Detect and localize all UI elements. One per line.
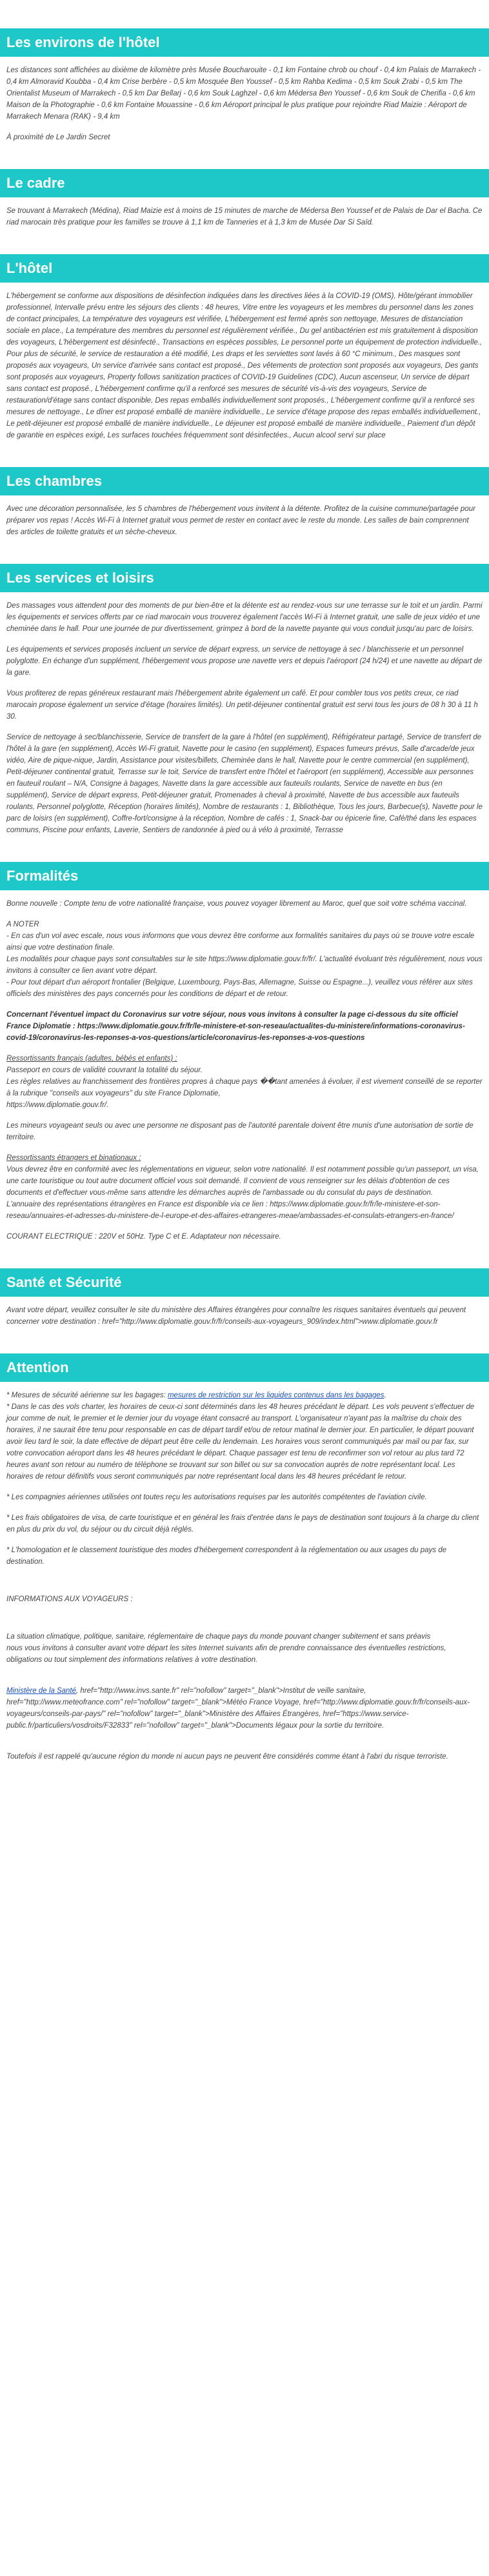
- chambres-text: Avec une décoration personnalisée, les 5 chambres de l'hébergement vous invitent à la détente. Profitez de la cuisine commune/partagée pour préparer vos repas ! Accès Wi-Fi à Internet gratuit vous permet de rester en contact avec le reste du monde. Les salles de bain comprennent des articles de toilette gratuits et un sèche-cheveux.: [6, 505, 475, 536]
- section-environs: [0, 0, 489, 143]
- section-title-services: Les services et loisirs: [0, 564, 489, 592]
- liquids-restriction-link[interactable]: mesures de restriction sur les liquides contenus dans les bagages: [167, 1392, 384, 1399]
- traveller-info-line-1: La situation climatique, politique, sanitaire, réglementaire de chaque pays du monde pouvant changer subitement et sans préavis: [6, 1633, 431, 1641]
- note-line-1: - En cas d'un vol avec escale, nous vous informons que vous devrez être conforme aux formalités sanitaires du pays où se trouve votre escale ainsi que votre destination finale.: [6, 932, 475, 952]
- section-cadre: [0, 169, 489, 228]
- section-chambres: [0, 467, 489, 538]
- traveller-info-line-2: nous vous invitons à consulter avant votre départ les sites Internet suivants afin de prendre connaissance des éventuelles restrictions, obligations ou tout simplement des informations relatives à votre destination.: [6, 1644, 446, 1664]
- luggage-security: [0, 1390, 489, 1401]
- sante-text: Avant votre départ, veuillez consulter le site du ministère des Affaires étrangères pour connaître les risques sanitaires éventuels qui peuvent concerner votre destination : href="http://www.diplomatie.gouv.fr/fr/conseils-aux-voyageurs_909/index.html">www.diplomatie.gouv.fr: [6, 1306, 466, 1326]
- services-list: Service de nettoyage à sec/blanchisserie, Service de transfert de la gare à l'hôtel (en supplément), Réfrigérateur partagé, Service de transfert de l'hôtel à la gare (en supplément), Accès Wi-Fi gratuit, Navette pour le casino (en supplément), Espaces fumeurs prévus, Salle d'arcade/de jeux vidéo, Aire de pique-nique, Jardin, Assistance pour visites/billets, Cheminée dans le hall, Navette pour le centre commercial (en supplément), Petit-déjeuner continental gratuit, Terrasse sur le toit, Service de transfert entre l'hôtel et l'aéroport (en supplément), Accessible aux personnes en fauteuil roulant – N/A, Consigne à bagages, Navette dans la gare accessible aux fauteuils roulants, Service de navette en bus (en supplément), Service de départ express, Petit-déjeuner gratuit, Promenades à cheval à proximité, Navette de bus accessible aux fauteuils roulants, Personnel polyglotte, Réception (horaires limités), Nombre de restaurants : 1, Bibliothèque, Tous les jours, Barbecue(s), Navette pour le parc de loisirs (en supplément), Coffre-fort/consigne à la réception, Nombre de cafés : 1, Snack-bar ou épicerie fine, Café/thé dans les espaces communs, Piscine pour enfants, Laverie, Sentiers de randonnée à pied ou à vélo à proximité, Terrasse: [6, 734, 483, 834]
- note-heading: A NOTER: [6, 921, 39, 928]
- french-nationals-line-1: Passeport en cours de validité couvrant la totalité du séjour.: [6, 1066, 203, 1074]
- traveller-info-text: [0, 1631, 489, 1666]
- section-title-sante: Santé et Sécurité: [0, 1268, 489, 1297]
- foreign-nationals-line-1: Vous devrez être en conformité avec les réglementations en vigueur, selon votre nationalité. Il est notamment possible qu'un passeport, un visa, une carte touristique ou tout autre document officiel vous soit demandé. Il convient de vous renseigner sur les délais d'obtention de ces documents et d'effectuer vous-même sans attendre les démarches auprès de l'ambassade ou du consulat du pays de destination.: [6, 1166, 479, 1197]
- airlines-text: * Les compagnies aériennes utilisées ont toutes reçu les autorisations requises par les autorités compétentes de l'aviation civile.: [6, 1493, 427, 1501]
- luggage-security-prefix: * Mesures de sécurité aérienne sur les bagages:: [6, 1392, 168, 1399]
- section-title-hotel: L'hôtel: [0, 254, 489, 283]
- note-line-3: - Pour tout départ d'un aéroport frontalier (Belgique, Luxembourg, Pays-Bas, Allemagne, Suisse ou Espagne...), veuillez vous référer aux sites officiels des ministères des pays concernés pour les conditions de départ et de retour.: [6, 979, 473, 998]
- luggage-security-suffix: .: [384, 1392, 386, 1399]
- traveller-info-heading: INFORMATIONS AUX VOYAGEURS :: [6, 1595, 133, 1603]
- terrorism-notice: Toutefois il est rappelé qu'aucune région du monde ni aucun pays ne peuvent être considérés comme étant à l'abri du risque terroriste.: [6, 1753, 448, 1761]
- section-attention: [0, 1353, 489, 1762]
- services-text-3: Vous profiterez de repas généreux restaurant mais l'hébergement abrite également un café. Et pour combler tous vos petits creux, ce riad marocain propose également un service d'étage (horaires limités). Un petit-déjeuner continental gratuit est servi tous les jours de 08 h 30 à 11 h 30.: [6, 690, 478, 721]
- french-nationals-line-3[interactable]: https://www.diplomatie.gouv.fr/.: [6, 1101, 109, 1109]
- formalites-note: [0, 919, 489, 1000]
- foreign-nationals-line-2[interactable]: L'annuaire des représentations étrangères en France est disponible via ce lien : https://www.diplomatie.gouv.fr/fr/le-ministere-et-son-reseau/annuaires-et-adresses-du-ministere-de-l-europe-et-des-affaires-etrangeres-meae/ambassades-et-consulats-etrangers-en-france/: [6, 1201, 454, 1220]
- section-title-formalites: Formalités: [0, 862, 489, 890]
- hotel-text: L'hébergement se conforme aux dispositions de désinfection indiquées dans les directives liées à la COVID-19 (OMS), Hôte/gérant immobilier professionnel, Intervalle prévu entre les séjours des clients : 48 heures, Vitre entre les voyageurs et les membres du personnel dans les zones de contact principales, La température des voyageurs est vérifiée, L'hébergement est fermé après son nettoyage, Mesures de distanciation sociale en place., La température des membres du personnel est régulièrement vérifiée., Du gel antibactérien est mis gratuitement à disposition des voyageurs, L'hébergement est désinfecté., Transactions en espèces possibles, Le personnel porte un équipement de protection individuelle., Pour plus de sécurité, le service de restauration a été modifié, Les draps et les serviettes sont lavés à 60 °C minimum., Des masques sont proposés aux voyageurs, Un service d'arrivée sans contact est proposé., Des vêtements de protection sont proposés aux voyageurs, Des gants sont proposés aux voyageurs, Property follows sanitization practices of COVID-19 Guidelines (CDC), Aucun ascenseur, Un service de départ sans contact est proposé., L'hébergement confirme qu'il a renforcé ses mesures de sécurité vis-à-vis des voyageurs, Service de restauration/d'étage sans contact disponible, Des repas emballés individuellement sont proposés., L'hébergement confirme qu'il a renforcé ses mesures de nettoyage., Le dîner est proposé emballé de manière individuelle., Le service d'étage propose des repas emballés individuellement., Le petit-déjeuner est proposé emballé de manière individuelle., Le déjeuner est proposé emballé de manière individuelle., Paiement d'un dépôt de garantie en espèces exigé, Les surfaces touchées fréquemment sont désinfectées., Aucun alcool servi sur place: [6, 292, 483, 439]
- classification-text: * L'homologation et le classement touristique des modes d'hébergement correspondent à la réglementation ou aux usages du pays de destination.: [6, 1546, 447, 1566]
- formalites-intro: Bonne nouvelle : Compte tenu de votre nationalité française, vous pouvez voyager librement au Maroc, quel que soit votre schéma vaccinal.: [6, 900, 467, 908]
- foreign-nationals: [0, 1152, 489, 1222]
- french-nationals: [0, 1053, 489, 1111]
- section-title-environs: Les environs de l'hôtel: [0, 28, 489, 57]
- environs-proximity: À proximité de Le Jardin Secret: [6, 134, 110, 141]
- services-text-1: Des massages vous attendent pour des moments de pur bien-être et la détente est au rendez-vous sur une terrasse sur le toit et un jardin. Parmi les équipements et services offerts par ce riad marocain vous trouverez également l'accès Wi-Fi à Internet gratuit, une salle de jeux vidéo et une cheminée dans le hall. Pour une journée de pur divertissement, grimpez à bord de la navette payante qui vous conduit jusqu'au parc de loisirs.: [6, 602, 483, 633]
- health-ministry-link[interactable]: Ministère de la Santé: [6, 1687, 77, 1695]
- environs-text: Les distances sont affichées au dixième de kilomètre près Musée Boucharouite - 0,1 km Fontaine chrob ou chouf - 0,4 km Palais de Marrakech - 0,4 km Almoravid Koubba - 0,4 km Crise berbère - 0,5 km Mosquée Ben Youssef - 0,5 km Rahba Kedima - 0,5 km Souk Zrabi - 0,5 km The Orientalist Museum of Marrakech - 0,5 km Dar Bellarj - 0,6 km Souk Laghzel - 0,6 km Médersa Ben Youssef - 0,6 km Souk de Cherifia - 0,6 km Maison de la Photographie - 0,6 km Fontaine Mouassine - 0,6 km Aéroport principal le plus pratique pour rejoindre Riad Maizie : Aéroport de Marrakech Menara (RAK) - 9,4 km: [6, 66, 481, 121]
- useful-links-rest: , href="http://www.invs.sante.fr" rel="nofollow" target="_blank">Institut de veille sanitaire, href="http://www.meteofrance.com" rel="nofollow" target="_blank">Météo France Voyage, href="http://www.diplomatie.gouv.fr/fr/conseils-aux-voyageurs/conseils-par-pays/" rel="nofollow" target="_blank">Ministère des Affaires Étrangères, href="https://www.service-public.fr/particuliers/vosdroits/F32833" rel="nofollow" target="_blank">Documents légaux pour la sortie du territoire.: [6, 1687, 470, 1730]
- useful-links: [0, 1685, 489, 1732]
- minors-text: Les mineurs voyageant seuls ou avec une personne ne disposant pas de l'autorité parentale doivent être munis d'une autorisation de sortie de territoire.: [6, 1122, 474, 1141]
- charter-flights-text: * Dans le cas des vols charter, les horaires de ceux-ci sont déterminés dans les 48 heures précédant le départ. Les vols peuvent s'effectuer de jour comme de nuit, le premier et le dernier jour du voyage étant consacré au transport. L'organisateur n'ayant pas la maîtrise du choix des horaires, il ne saurait être tenu pour responsable en cas de départ tardif et/ou de retour matinal le dernier jour. En particulier, le départ pouvant avoir lieu tard le soir, la date effective de départ peut être celle du lendemain. Les horaires vous seront communiqués par mail ou par fax, sur votre convocation aéroport dans les 48 heures précédant le départ. Chaque passager est tenu de reconfirmer son vol retour au plus tard 72 heures avant son retour au numéro de téléphone se trouvant sur son billet ou sur sa convocation auprès de notre représentant local. Les horaires de retour définitifs vous seront communiqués par notre représentant local dans les 48 heures précédant le retour.: [6, 1403, 475, 1481]
- electric-current: COURANT ELECTRIQUE : 220V et 50Hz. Type C et E. Adaptateur non nécessaire.: [6, 1233, 281, 1241]
- foreign-nationals-heading: Ressortissants étrangers et binationaux :: [6, 1154, 141, 1162]
- cadre-text: Se trouvant à Marrakech (Médina), Riad Maizie est à moins de 15 minutes de marche de Médersa Ben Youssef et de Palais de Dar el Bacha. Ce riad marocain très pratique pour les familles se trouve à 1,1 km de Tanneries et à 1,3 km de Musée Dar Si Saïd.: [6, 207, 483, 226]
- section-sante: [0, 1268, 489, 1328]
- section-formalites: [0, 862, 489, 1243]
- note-line-2: Les modalités pour chaque pays sont consultables sur le site https://www.diplomatie.gouv.fr/fr/. L'actualité évoluant très régulièrement, nous vous invitons à consulter ce lien avant votre départ.: [6, 955, 483, 975]
- section-title-cadre: Le cadre: [0, 169, 489, 197]
- french-nationals-heading: Ressortissants français (adultes, bébés et enfants) :: [6, 1055, 177, 1063]
- french-nationals-line-2: Les règles relatives au franchissement des frontières propres à chaque pays ��tant amenées à évoluer, il est vivement conseillé de se reporter à la rubrique "conseils aux voyageurs" du site France Diplomatie,: [6, 1078, 483, 1097]
- covid-notice[interactable]: Concernant l'éventuel impact du Coronavirus sur votre séjour, nous vous invitons à consulter la page ci-dessous du site officiel France Diplomatie : https://www.diplomatie.gouv.fr/fr/le-ministere-et-son-reseau/actualites-du-ministere/informations-coronavirus-covid-19/coronavirus-les-reponses-a-vos-questions/article/coronavirus-les-reponses-a-vos-questions: [6, 1011, 465, 1042]
- services-text-2: Les équipements et services proposés incluent un service de départ express, un service de nettoyage à sec / blanchisserie et un personnel polyglotte. En échange d'un supplément, l'hébergement vous propose une navette vers et depuis l'aéroport (24 h/24) et une navette au départ de la gare.: [6, 646, 483, 677]
- section-services: [0, 564, 489, 836]
- section-title-chambres: Les chambres: [0, 467, 489, 495]
- visa-fees-text: * Les frais obligatoires de visa, de carte touristique et en général les frais d'entrée dans le pays de destination sont toujours à la charge du client en plus du prix du vol, du séjour ou du circuit déjà réglés.: [6, 1514, 479, 1533]
- section-title-attention: Attention: [0, 1353, 489, 1382]
- section-hotel: [0, 254, 489, 441]
